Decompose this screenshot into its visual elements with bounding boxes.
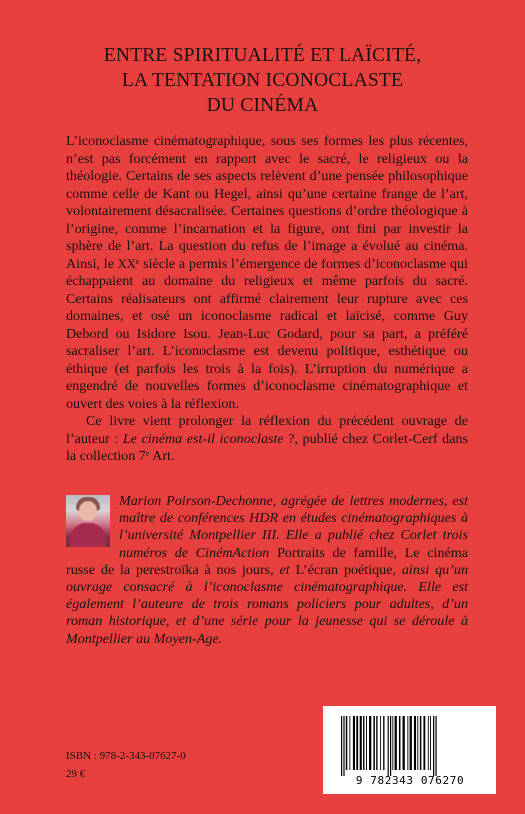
title-line-2: LA TENTATION ICONOCLASTE xyxy=(121,70,404,91)
barcode-bar xyxy=(399,716,401,770)
barcode-bar xyxy=(428,716,429,770)
century-numeral: XX xyxy=(117,256,136,271)
collection-superscript: e xyxy=(145,449,150,458)
barcode-bar xyxy=(407,716,408,770)
author-name: Marion Poirson-Dechonne xyxy=(119,493,273,509)
barcode-bar xyxy=(420,716,422,770)
barcode-bar xyxy=(414,716,416,770)
barcode-bar xyxy=(433,716,434,776)
author-bio xyxy=(66,493,468,648)
barcode-bar xyxy=(360,716,362,770)
barcode-bar xyxy=(383,716,384,770)
barcode-bar xyxy=(356,716,358,770)
barcode-bar xyxy=(388,716,389,776)
summary-p2-part3: Art. xyxy=(149,448,175,464)
barcode-bar xyxy=(341,716,342,776)
barcode-number: 9 782343 076270 xyxy=(355,774,465,787)
summary-p2-part1: Ce livre vient prolonger la réflexion du précédent ouvrage de l’auteur : xyxy=(66,413,468,447)
barcode-bar xyxy=(373,716,375,770)
barcode-bar xyxy=(363,716,364,770)
bio-s1: , agrégée de lettres modernes, est maître de conférences HDR en études cinématographiques à l’université Montpellier III. Elle a publié chez Corlet trois numéros de CinémAction xyxy=(119,493,468,561)
barcode-bar xyxy=(380,716,381,770)
barcode-bar xyxy=(392,716,393,770)
barcode-bar xyxy=(403,716,405,770)
barcode-bar xyxy=(369,716,371,770)
bio-s2: , xyxy=(393,544,405,561)
bio-title-3: L’écran poétique xyxy=(295,561,393,578)
bio-title-2: Le cinéma russe de la perestroïka à nos jours xyxy=(66,544,468,578)
summary-paragraph-2 xyxy=(66,413,468,466)
barcode xyxy=(323,706,496,794)
barcode-bar xyxy=(343,716,344,776)
author-photo xyxy=(66,495,110,547)
summary-p2-part2: ?, publié chez Corlet-Cerf dans la collection 7 xyxy=(66,430,469,464)
book-summary xyxy=(66,133,468,466)
barcode-bar xyxy=(423,716,425,770)
bio-title-1: Portraits de famille xyxy=(277,544,394,561)
century-superscript: e xyxy=(135,256,140,266)
bio-s4: , ainsi qu’un ouvrage consacré à l’iconoclasme cinématographique. Elle est également l’auteure de trois romans policiers pour adultes, d’un roman historique, et d’une série pour la jeunesse qui se déroule à Montpellier au Moyen-Age. xyxy=(66,561,468,647)
book-title xyxy=(60,43,465,118)
bio-s3: , et xyxy=(270,561,296,578)
barcode-bar xyxy=(435,716,436,776)
title-line-1: ENTRE SPIRITUALITÉ ET LAÏCITÉ, xyxy=(103,45,422,66)
barcode-bar xyxy=(366,716,367,770)
barcode-bar xyxy=(430,716,431,770)
summary-p1-part2: siècle a permis l’émergence de formes d’iconoclasme qui échappaient au domaine du religieux et même parfois du sacré. Certains réalisateurs ont affirmé clairement leur rupture avec ces domaines, et osé un iconoclasme radical et laïcisé, comme Guy Debord ou Isidore Isou. Jean-Luc Godard, pour sa part, a préféré sacraliser l’art. L’iconoclasme est devenu politique, esthétique ou éthique (et parfois les trois à la fois). L’irruption du numérique a engendré de nouvelles formes d’iconoclasme cinématographique et ouvert des voies à la réflexion. xyxy=(66,255,468,412)
barcode-bar xyxy=(395,716,397,770)
barcode-bar xyxy=(376,716,377,770)
barcode-bars xyxy=(337,716,487,776)
barcode-bar xyxy=(349,716,350,770)
previous-book-title: Le cinéma est-il iconoclaste xyxy=(122,430,284,447)
price: 29 € xyxy=(66,768,86,780)
barcode-bar xyxy=(390,716,391,776)
isbn: ISBN : 978-2-343-07627-0 xyxy=(66,750,186,762)
summary-paragraph-1 xyxy=(66,133,468,413)
barcode-bar xyxy=(410,716,412,770)
barcode-bar xyxy=(346,716,348,770)
summary-p1-part1: L’iconoclasme cinématographique, sous ses formes les plus récentes, n’est pas forcément en rapport avec le sacré, le religieux ou la théologie. Certains de ses aspects relèvent d’une pensée philosophique comme celle de Kant ou Hegel, ainsi qu’une certaine frange de l’art, volontairement désacralisée. Certaines questions d’ordre théologique à l’origine, comme l’incarnation et la figure, ont fini par investir la sphère de l’art. La question du refus de l’image a évolué au cinéma. Ainsi, le xyxy=(66,133,468,272)
barcode-bar xyxy=(417,716,418,770)
barcode-bar xyxy=(353,716,355,770)
title-line-3: DU CINÉMA xyxy=(206,95,319,116)
